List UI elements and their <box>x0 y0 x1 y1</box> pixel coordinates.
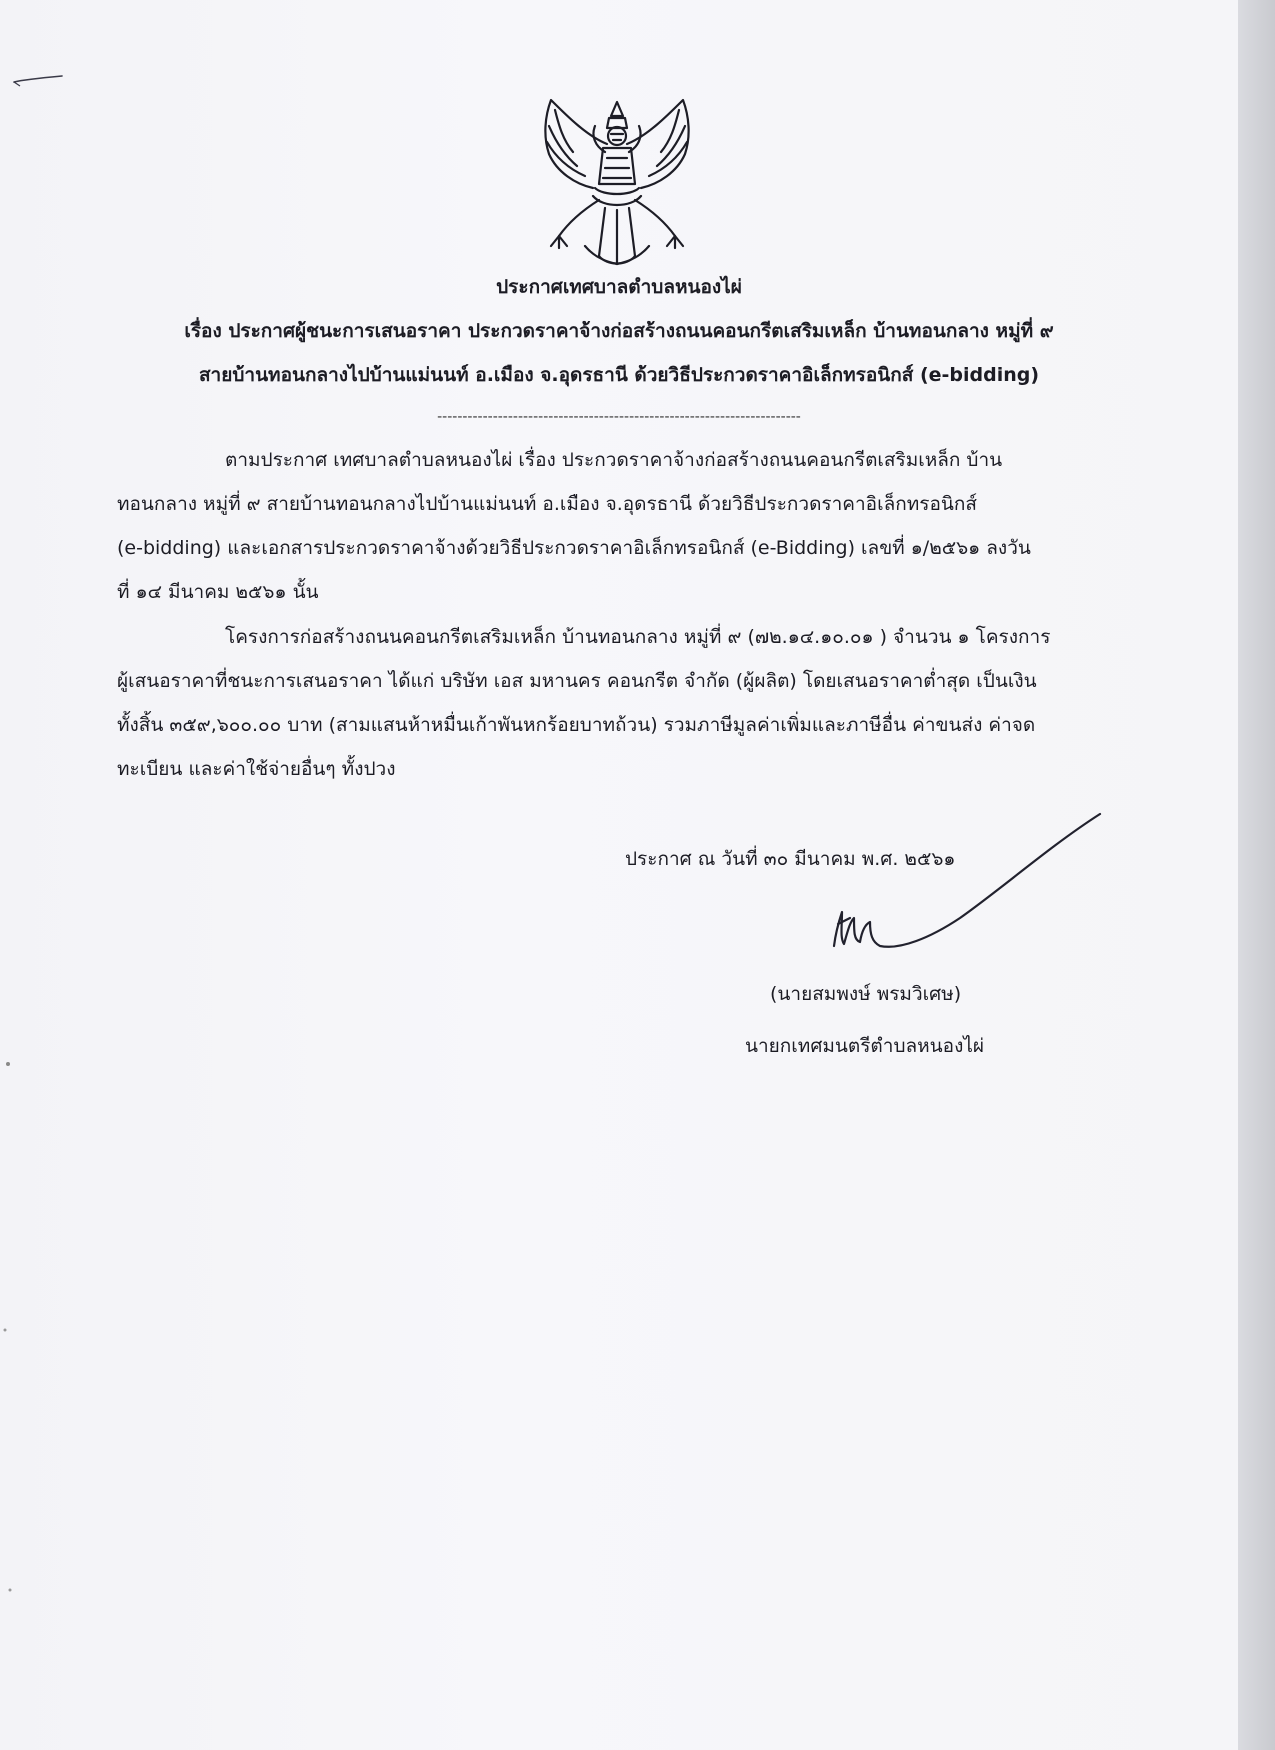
scan-edge <box>1238 0 1275 1750</box>
handwritten-signature <box>820 800 1110 960</box>
garuda-emblem-icon <box>537 96 697 271</box>
subject-line-2: สายบ้านทอนกลางไปบ้านแม่นนท์ อ.เมือง จ.อุดรธานี ด้วยวิธีประกวดราคาอิเล็กทรอนิกส์ (e-bidding) <box>198 364 1040 386</box>
document-header: ประกาศเทศบาลตำบลหนองไผ่ <box>496 276 742 298</box>
paragraph-2-line-2: ผู้เสนอราคาที่ชนะการเสนอราคา ได้แก่ บริษัท เอส มหานคร คอนกรีต จำกัด (ผู้ผลิต) โดยเสนอราคาต่ำสุด เป็นเงิน <box>117 670 1037 692</box>
paragraph-1-line-4: ที่ ๑๔ มีนาคม ๒๕๖๑ นั้น <box>117 581 319 603</box>
divider-line: ------------------------------------------------------------------------ <box>437 409 801 425</box>
paragraph-1-line-3: (e-bidding) และเอกสารประกวดราคาจ้างด้วยวิธีประกวดราคาอิเล็กทรอนิกส์ (e-Bidding) เลขที่ ๑/๒๕๖๑ ลงวัน <box>117 537 1031 559</box>
signer-position: นายกเทศมนตรีตำบลหนองไผ่ <box>745 1035 985 1057</box>
announcement-date: ประกาศ ณ วันที่ ๓๐ มีนาคม พ.ศ. ๒๕๖๑ <box>625 848 956 870</box>
signer-name: (นายสมพงษ์ พรมวิเศษ) <box>770 983 962 1005</box>
pen-stroke-mark <box>10 70 70 100</box>
scan-specks <box>0 0 30 1750</box>
paragraph-1-line-2: ทอนกลาง หมู่ที่ ๙ สายบ้านทอนกลางไปบ้านแม่นนท์ อ.เมือง จ.อุดรธานี ด้วยวิธีประกวดราคาอิเล็กทรอนิกส์ <box>117 493 977 515</box>
paragraph-2-line-1: โครงการก่อสร้างถนนคอนกรีตเสริมเหล็ก บ้านทอนกลาง หมู่ที่ ๙ (๗๒.๑๔.๑๐.๐๑ ) จำนวน ๑ โครงการ <box>225 626 1051 648</box>
subject-line-1: เรื่อง ประกาศผู้ชนะการเสนอราคา ประกวดราคาจ้างก่อสร้างถนนคอนกรีตเสริมเหล็ก บ้านทอนกลาง หมู่ที่ ๙ <box>184 320 1054 342</box>
paragraph-2-line-4: ทะเบียน และค่าใช้จ่ายอื่นๆ ทั้งปวง <box>117 758 396 780</box>
paragraph-1-line-1: ตามประกาศ เทศบาลตำบลหนองไผ่ เรื่อง ประกวดราคาจ้างก่อสร้างถนนคอนกรีตเสริมเหล็ก บ้าน <box>225 449 1003 471</box>
paragraph-2-line-3: ทั้งสิ้น ๓๕๙,๖๐๐.๐๐ บาท (สามแสนห้าหมื่นเก้าพันหกร้อยบาทถ้วน) รวมภาษีมูลค่าเพิ่มและภาษีอื่น ค่าขนส่ง ค่าจด <box>117 714 1036 736</box>
